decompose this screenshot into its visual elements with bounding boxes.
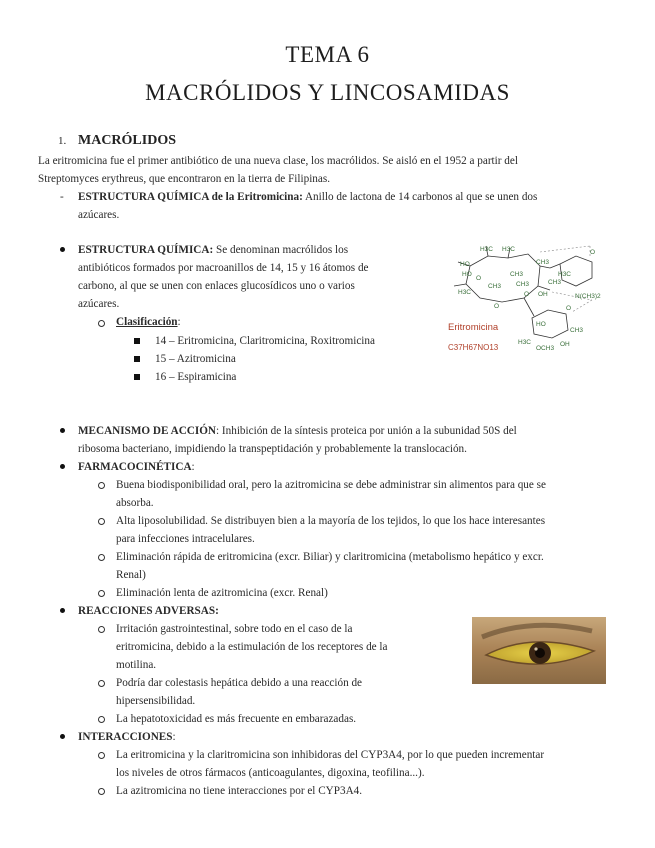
- structure-label: CH3: [488, 283, 502, 290]
- page-subtitle: MACRÓLIDOS Y LINCOSAMIDAS: [145, 80, 510, 105]
- pharmacokinetics-label: FARMACOCINÉTICA: [78, 461, 192, 473]
- adverse-item-line: Irritación gastrointestinal, sobre todo en el caso de la: [116, 623, 353, 635]
- pk-item-line: Eliminación lenta de azitromicina (excr. Renal): [116, 587, 328, 599]
- structure-label: H3C: [518, 339, 532, 346]
- pk-item-line: Buena biodisponibilidad oral, pero la azitromicina se debe administrar sin alimentos para que se: [116, 479, 546, 491]
- structure-label: O: [494, 303, 500, 310]
- interaction-item-line: La azitromicina no tiene interacciones por el CYP3A4.: [116, 785, 363, 797]
- structure-label: CH3: [510, 271, 524, 278]
- intro-line-2: Streptomyces erythreus, que encontraron en la tierra de Filipinas.: [38, 173, 331, 185]
- erythro-structure-item: [78, 188, 628, 224]
- erythro-structure-text: Anillo de lactona de 14 carbonos al que se unen dos: [302, 191, 538, 203]
- pharmacokinetics-colon: :: [191, 461, 195, 473]
- interactions-label: INTERACCIONES: [78, 731, 173, 743]
- jaundice-eye-photo: [472, 617, 606, 684]
- pk-item-line: Eliminación rápida de eritromicina (excr. Biliar) y claritromicina (metabolismo hepático y excr.: [116, 551, 544, 563]
- pk-item-line: para infecciones intracelulares.: [116, 533, 255, 545]
- sub-bullet: [98, 752, 105, 759]
- erythromycin-structure-image: [440, 236, 620, 360]
- pk-item-line: absorba.: [116, 497, 154, 509]
- adverse-item-line: Podría dar colestasis hepática debido a una reacción de: [116, 677, 363, 689]
- structure-name: Eritromicina: [448, 322, 499, 333]
- adverse-item-line: hipersensibilidad.: [116, 695, 196, 707]
- bullet: [60, 608, 65, 613]
- intro-paragraph: [38, 152, 628, 188]
- sub-bullet: [98, 626, 105, 633]
- erythro-structure-text-2: azúcares.: [78, 209, 120, 221]
- mechanism-item: [78, 422, 628, 458]
- pk-item-line: Renal): [116, 569, 146, 581]
- structure-label: OH: [560, 341, 570, 348]
- sub-bullet: [98, 788, 105, 795]
- adverse-item-line: eritromicina, debido a la estimulación de los receptores de la: [116, 641, 388, 653]
- classification-heading: [116, 313, 181, 331]
- structure-label: O: [590, 249, 596, 256]
- structure-label: CH3: [570, 327, 584, 334]
- structure-formula: C37H67NO13: [448, 343, 499, 352]
- general-structure-line-3: carbono, al que se unen con enlaces glucosídicos uno o varios: [78, 280, 355, 292]
- bullet: [60, 428, 65, 433]
- general-structure-line-2: antibióticos formados por macroanillos de 14, 15 y 16 átomos de: [78, 262, 369, 274]
- sub-bullet: [98, 554, 105, 561]
- bullet: [60, 464, 65, 469]
- pk-item: [116, 476, 626, 512]
- dash-marker: -: [60, 191, 64, 203]
- section-title: MACRÓLIDOS: [78, 133, 177, 148]
- square-bullet: [134, 356, 140, 362]
- classification-label: Clasificación: [116, 316, 178, 328]
- classification-colon: :: [177, 316, 181, 328]
- pk-item: [116, 512, 626, 548]
- sub-bullet: [98, 716, 105, 723]
- structure-label: HO: [462, 271, 472, 278]
- sub-bullet: [98, 320, 105, 327]
- page-title: TEMA 6: [285, 42, 370, 67]
- structure-label: O: [566, 305, 572, 312]
- structure-label: O: [476, 275, 482, 282]
- interaction-item-line: La eritromicina y la claritromicina son inhibidoras del CYP3A4, por lo que pueden incrementar: [116, 749, 545, 761]
- structure-label: H3C: [480, 246, 494, 253]
- structure-label: O: [524, 291, 530, 298]
- structure-label: HO: [460, 261, 470, 268]
- bullet: [60, 247, 65, 252]
- sub-bullet: [98, 590, 105, 597]
- interaction-item: [116, 782, 626, 800]
- intro-line-1: La eritromicina fue el primer antibiótico de una nueva clase, los macrólidos. Se aisló en el 1952 a partir del: [38, 155, 518, 167]
- pk-item: [116, 548, 626, 584]
- interactions-colon: :: [172, 731, 176, 743]
- structure-label: CH3: [548, 279, 562, 286]
- erythro-structure-label: ESTRUCTURA QUÍMICA de la Eritromicina:: [78, 191, 303, 203]
- adverse-heading: [78, 602, 219, 620]
- interaction-item-line: los niveles de otros fármacos (anticoagulantes, digoxina, teofilina...).: [116, 767, 425, 779]
- structure-label: H3C: [458, 289, 472, 296]
- interaction-item: [116, 746, 626, 782]
- structure-label: OH: [538, 291, 548, 298]
- section-number: 1.: [58, 135, 67, 147]
- structure-label: OCH3: [536, 345, 555, 352]
- class-item: 14 – Eritromicina, Claritromicina, Roxitromicina: [155, 335, 375, 347]
- pk-item-line: Alta liposolubilidad. Se distribuyen bien a la mayoría de los tejidos, lo que los hace interesantes: [116, 515, 546, 527]
- mechanism-label: MECANISMO DE ACCIÓN: [78, 425, 216, 437]
- adverse-item-line: La hepatotoxicidad es más frecuente en embarazadas.: [116, 713, 357, 725]
- bullet: [60, 734, 65, 739]
- square-bullet: [134, 338, 140, 344]
- sub-bullet: [98, 680, 105, 687]
- structure-label: N(CH3)2: [575, 293, 601, 300]
- structure-label: HO: [536, 321, 546, 328]
- adverse-label: REACCIONES ADVERSAS:: [78, 605, 219, 617]
- class-item: 15 – Azitromicina: [155, 353, 236, 365]
- adverse-item-line: motilina.: [116, 659, 157, 671]
- structure-label: H3C: [558, 271, 572, 278]
- interactions-heading: [78, 728, 176, 746]
- section-heading: [58, 133, 176, 149]
- sub-bullet: [98, 482, 105, 489]
- general-structure-item: [78, 241, 438, 313]
- mechanism-text-2: ribosoma bacteriano, impidiendo la transpeptidación y probablemente la translocación.: [78, 443, 467, 455]
- structure-label: CH3: [516, 281, 530, 288]
- general-structure-label: ESTRUCTURA QUÍMICA:: [78, 244, 214, 256]
- structure-label: CH3: [536, 259, 550, 266]
- pk-item: [116, 584, 626, 602]
- adverse-item: [116, 710, 456, 728]
- class-item: 16 – Espiramicina: [155, 371, 237, 383]
- adverse-item: [116, 674, 456, 710]
- structure-label: H3C: [502, 246, 516, 253]
- adverse-item: [116, 620, 456, 674]
- pharmacokinetics-heading: [78, 458, 195, 476]
- general-structure-line-4: azúcares.: [78, 298, 120, 310]
- square-bullet: [134, 374, 140, 380]
- general-structure-line-1: Se denominan macrólidos los: [213, 244, 349, 256]
- mechanism-text: : Inhibición de la síntesis proteica por unión a la subunidad 50S del: [216, 425, 517, 437]
- sub-bullet: [98, 518, 105, 525]
